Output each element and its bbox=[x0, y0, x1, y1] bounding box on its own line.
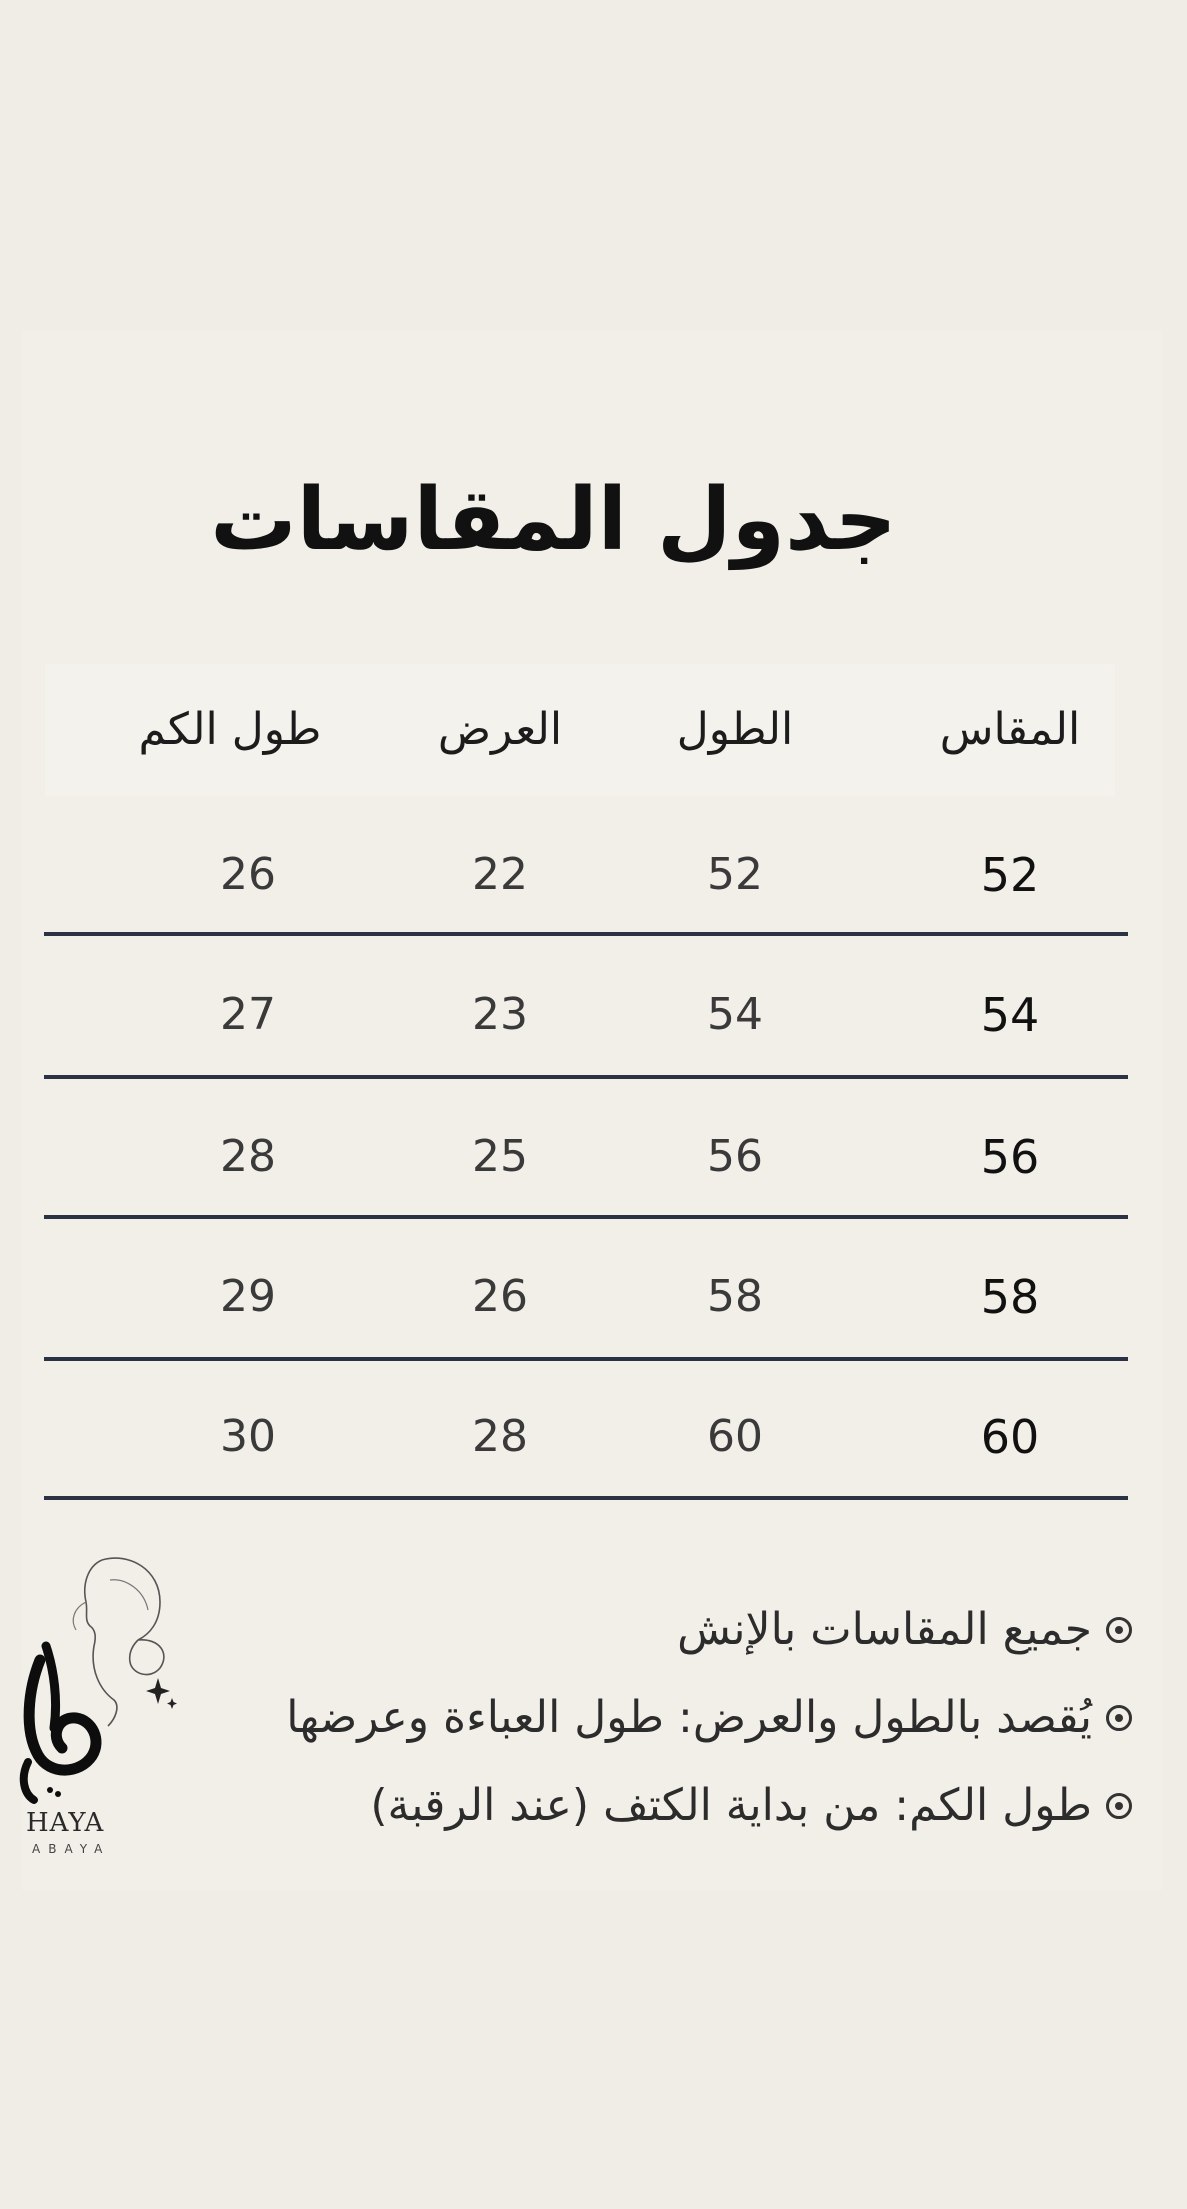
table-cell-sleeve: 30 bbox=[220, 1411, 276, 1462]
table-cell-size: 54 bbox=[980, 988, 1040, 1042]
circle-bullet-icon bbox=[1106, 1793, 1132, 1819]
page-title-text: جدول المقاسات bbox=[210, 470, 897, 570]
table-cell-width: 22 bbox=[472, 849, 528, 900]
table-cell-sleeve: 27 bbox=[220, 989, 276, 1040]
table-cell-length: 58 bbox=[707, 1271, 763, 1322]
note-text: طول الكم: من بداية الكتف (عند الرقبة) bbox=[370, 1780, 1092, 1831]
table-cell-size: 52 bbox=[980, 848, 1040, 902]
table-cell-sleeve: 28 bbox=[220, 1131, 276, 1182]
row-divider bbox=[44, 932, 1128, 936]
brand-tagline: ABAYA bbox=[32, 1842, 111, 1856]
table-cell-size: 56 bbox=[980, 1130, 1040, 1184]
table-cell-sleeve: 26 bbox=[220, 849, 276, 900]
row-divider bbox=[44, 1496, 1128, 1500]
table-cell-size: 60 bbox=[980, 1410, 1040, 1464]
note-item bbox=[677, 1600, 1132, 1660]
brand-name: HAYA bbox=[26, 1808, 105, 1838]
note-item bbox=[370, 1776, 1132, 1836]
row-divider bbox=[44, 1215, 1128, 1219]
page-title bbox=[0, 470, 1187, 570]
table-cell-sleeve: 29 bbox=[220, 1271, 276, 1322]
circle-bullet-icon bbox=[1106, 1705, 1132, 1731]
table-cell-width: 23 bbox=[472, 989, 528, 1040]
note-item bbox=[286, 1688, 1132, 1748]
table-cell-length: 52 bbox=[707, 849, 763, 900]
header-sleeve-length: طول الكم bbox=[138, 704, 322, 755]
table-cell-length: 56 bbox=[707, 1131, 763, 1182]
table-cell-length: 60 bbox=[707, 1411, 763, 1462]
note-text: جميع المقاسات بالإنش bbox=[677, 1604, 1092, 1655]
table-cell-width: 26 bbox=[472, 1271, 528, 1322]
header-size: المقاس bbox=[939, 704, 1081, 755]
note-text: يُقصد بالطول والعرض: طول العباءة وعرضها bbox=[286, 1692, 1092, 1743]
header-length: الطول bbox=[676, 704, 794, 755]
table-cell-width: 25 bbox=[472, 1131, 528, 1182]
table-cell-length: 54 bbox=[707, 989, 763, 1040]
circle-bullet-icon bbox=[1106, 1617, 1132, 1643]
table-cell-size: 58 bbox=[980, 1270, 1040, 1324]
table-cell-width: 28 bbox=[472, 1411, 528, 1462]
header-width: العرض bbox=[437, 704, 563, 755]
row-divider bbox=[44, 1357, 1128, 1361]
row-divider bbox=[44, 1075, 1128, 1079]
